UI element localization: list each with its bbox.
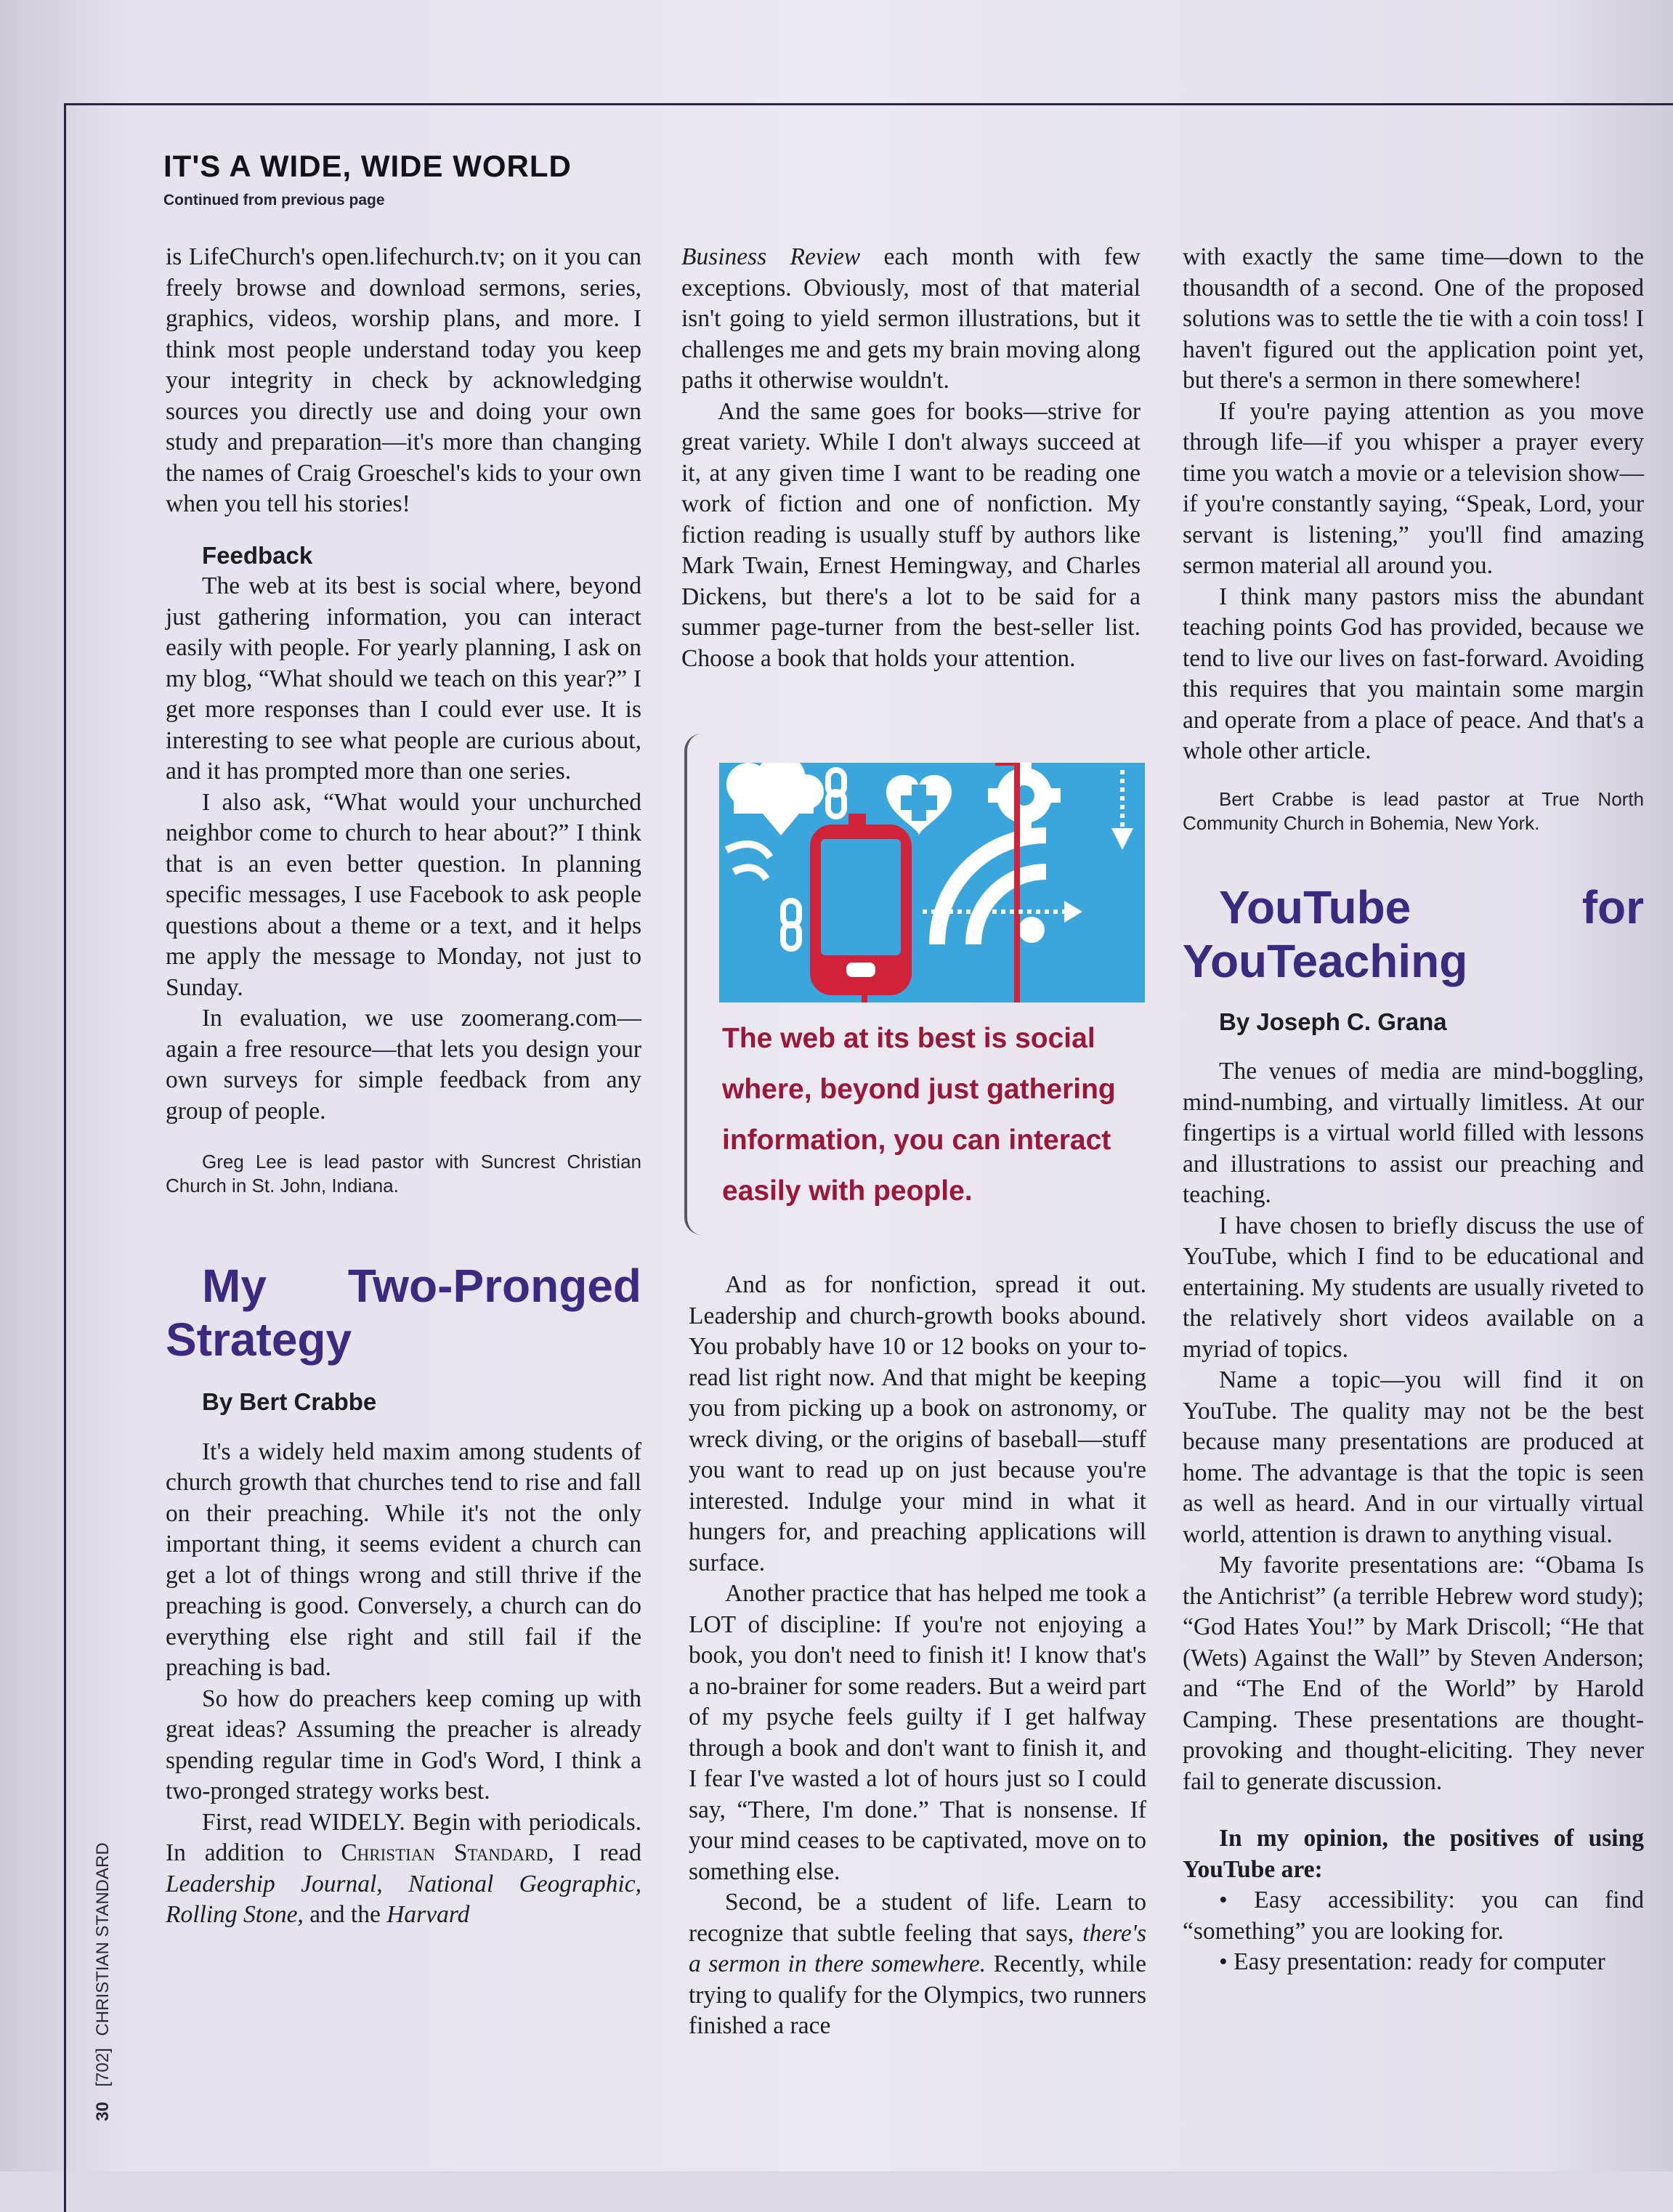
paragraph: with exactly the same time—down to the thousandth of a second. One of the proposed solutions was to settle the tie with a coin toss! I haven't figured out the application point yet, but there's a sermon in there somewhere! bbox=[1183, 243, 1644, 394]
pull-quote-text: The web at its best is social where, beyond just gathering information, you can interact easily with people. bbox=[722, 1023, 1116, 1207]
publication-name: CHRISTIAN STANDARD bbox=[93, 1842, 113, 2036]
subheading-feedback: Feedback bbox=[202, 541, 313, 569]
issue-number: [702] bbox=[93, 2048, 113, 2087]
column-2-bottom bbox=[689, 1270, 1146, 2042]
pull-quote-box bbox=[684, 734, 1149, 1235]
paragraph: So how do preachers keep coming up with great ideas? Assuming the preacher is already spending regular time in God's Word, I think a two-pronged strategy works best. bbox=[166, 1685, 641, 1804]
paragraph: Another practice that has helped me took a LOT of discipline: If you're not enjoying a book, you don't need to finish it! I know that's a no-brainer for some readers. But a weird part of my psyche feels guilty if I get halfway through a book and don't want to finish it, and I fear I've wasted a lot of hours just so I could say, “There, I'm done.” That is nonsense. If your mind ceases to be captivated, move on to something else. bbox=[689, 1580, 1146, 1885]
paragraph: The web at its best is social where, beyond just gathering information, you can interact easily with people. For yearly planning, I ask on my blog, “What should we teach on this year?” I get more responses than I could ever use. It is interesting to see what people are curious about, and it has prompted more than one series. bbox=[166, 572, 641, 785]
author-bio: Greg Lee is lead pastor with Suncrest Christian Church in St. John, Indiana. bbox=[166, 1151, 641, 1196]
paragraph: And the same goes for books—strive for great variety. While I don't always succeed at it, at any given time I want to be reading one work of fiction and one of nonfiction. My fiction reading is usually stuff by authors like Mark Twain, Ernest Hemingway, and Charles Dickens, but there's a lot to be said for a summer page-turner from the best-seller list. Choose a book that holds your attention. bbox=[681, 397, 1141, 672]
paragraph: My favorite presentations are: “Obama Is the Antichrist” (a terrible Hebrew word study); “God Hates You!” by Mark Driscoll; “He that (Wets) Against the Wall” by Steven Anderson; and “The End of the World” by Harold Camping. These presentations are thought-provoking and thought-eliciting. They never fail to generate discussion. bbox=[1183, 1552, 1644, 1795]
paragraph: Business Review each month with few exceptions. Obviously, most of that material isn't going to yield sermon illustrations, but it challenges me and gets my brain moving along paths it otherwise wouldn't. bbox=[681, 243, 1141, 394]
byline: By Bert Crabbe bbox=[202, 1388, 377, 1415]
page-number: 30 bbox=[93, 2102, 113, 2121]
paragraph: And as for nonfiction, spread it out. Leadership and church-growth books abound. You probably have 10 or 12 books on your to-read list right now. And that might be keeping you from picking up a book on astronomy, or wreck diving, or the origins of baseball—stuff you want to read up on just because you're interested. Indulge your mind in what it hungers for, and preaching applications will surface. bbox=[689, 1271, 1146, 1576]
bullet-item: • Easy accessibility: you can find “something” you are looking for. bbox=[1183, 1887, 1645, 1945]
paragraph: In evaluation, we use zoomerang.com—again a free resource—that lets you design your own surveys for simple feedback from any group of people. bbox=[166, 1005, 641, 1125]
paragraph: The venues of media are mind-boggling, mind-numbing, and virtually limitless. At our fingertips is a virtual world filled with lessons and illustrations to assist our preaching and teaching. bbox=[1183, 1058, 1644, 1208]
paragraph: First, read WIDELY. Begin with periodicals. In addition to Christian Standard, I read Leadership Journal, National Geographic, Rolling Stone, and the Harvard bbox=[166, 1808, 641, 1928]
positives-heading: In my opinion, the positives of using YouTube are: bbox=[1183, 1825, 1644, 1883]
continued-note: Continued from previous page bbox=[163, 192, 385, 208]
author-bio: Bert Crabbe is lead pastor at True North Community Church in Bohemia, New York. bbox=[1183, 787, 1644, 834]
paragraph: Name a topic—you will find it on YouTube. The quality may not be the best because many presentations are produced at home. The advantage is that the topic is seen as well as heard. And in our virtually virtual world, attention is drawn to anything visual. bbox=[1183, 1366, 1644, 1548]
byline: By Joseph C. Grana bbox=[1219, 1008, 1447, 1035]
paragraph: Second, be a student of life. Learn to recognize that subtle feeling that says, there's a sermon in there somewhere. Recently, while trying to qualify for the Olympics, two runners finished a race bbox=[689, 1889, 1146, 2039]
paragraph: I have chosen to briefly discuss the use of YouTube, which I find to be educational and entertaining. My students are usually riveted to the relatively short videos available on a myriad of topics. bbox=[1183, 1212, 1644, 1363]
paragraph: is LifeChurch's open.lifechurch.tv; on it you can freely browse and download sermons, series, graphics, videos, worship plans, and more. I think most people understand today you keep your integrity in check by acknowledging sources you directly use and doing your own study and preparation—it's more than changing the names of Craig Groeschel's kids to your own when you tell his stories! bbox=[166, 243, 641, 517]
bracket-decoration bbox=[684, 734, 705, 1235]
column-1 bbox=[166, 242, 641, 1931]
column-2-top bbox=[681, 242, 1141, 674]
web-social-illustration bbox=[719, 763, 1145, 1002]
column-3 bbox=[1183, 242, 1644, 1978]
paragraph: It's a widely held maxim among students of church growth that churches tend to rise and fall on their preaching. While it's not the only important thing, it seems evident a church can get a lot of things wrong and still thrive if the preaching is good. Conversely, a church can do everything else right and still fail if the preaching is bad. bbox=[166, 1438, 641, 1681]
paragraph: I also ask, “What would your unchurched neighbor come to church to hear about?” I think that is an even better question. In planning specific messages, I use Facebook to ask people questions about a theme or a text, and it helps me apply the message to Monday, not just to Sunday. bbox=[166, 788, 641, 1001]
article-title: My Two-Pronged Strategy bbox=[166, 1260, 641, 1366]
article-title: YouTube for YouTeaching bbox=[1183, 880, 1644, 987]
page-folio bbox=[93, 1842, 113, 2121]
smartphone-icon bbox=[810, 814, 912, 995]
paragraph: I think many pastors miss the abundant teaching points God has provided, because we tend to live our lives on fast-forward. Avoiding this requires that you maintain some margin and operate from a place of peace. And that's a whole other article. bbox=[1183, 583, 1644, 764]
paragraph: If you're paying attention as you move through life—if you whisper a prayer every time you watch a movie or a television show—if you're constantly saying, “Speak, Lord, your servant is listening,” you'll find amazing sermon material all around you. bbox=[1183, 397, 1644, 579]
section-title: IT'S A WIDE, WIDE WORLD bbox=[163, 149, 572, 183]
bullet-item: • Easy presentation: ready for computer bbox=[1219, 1948, 1605, 1975]
